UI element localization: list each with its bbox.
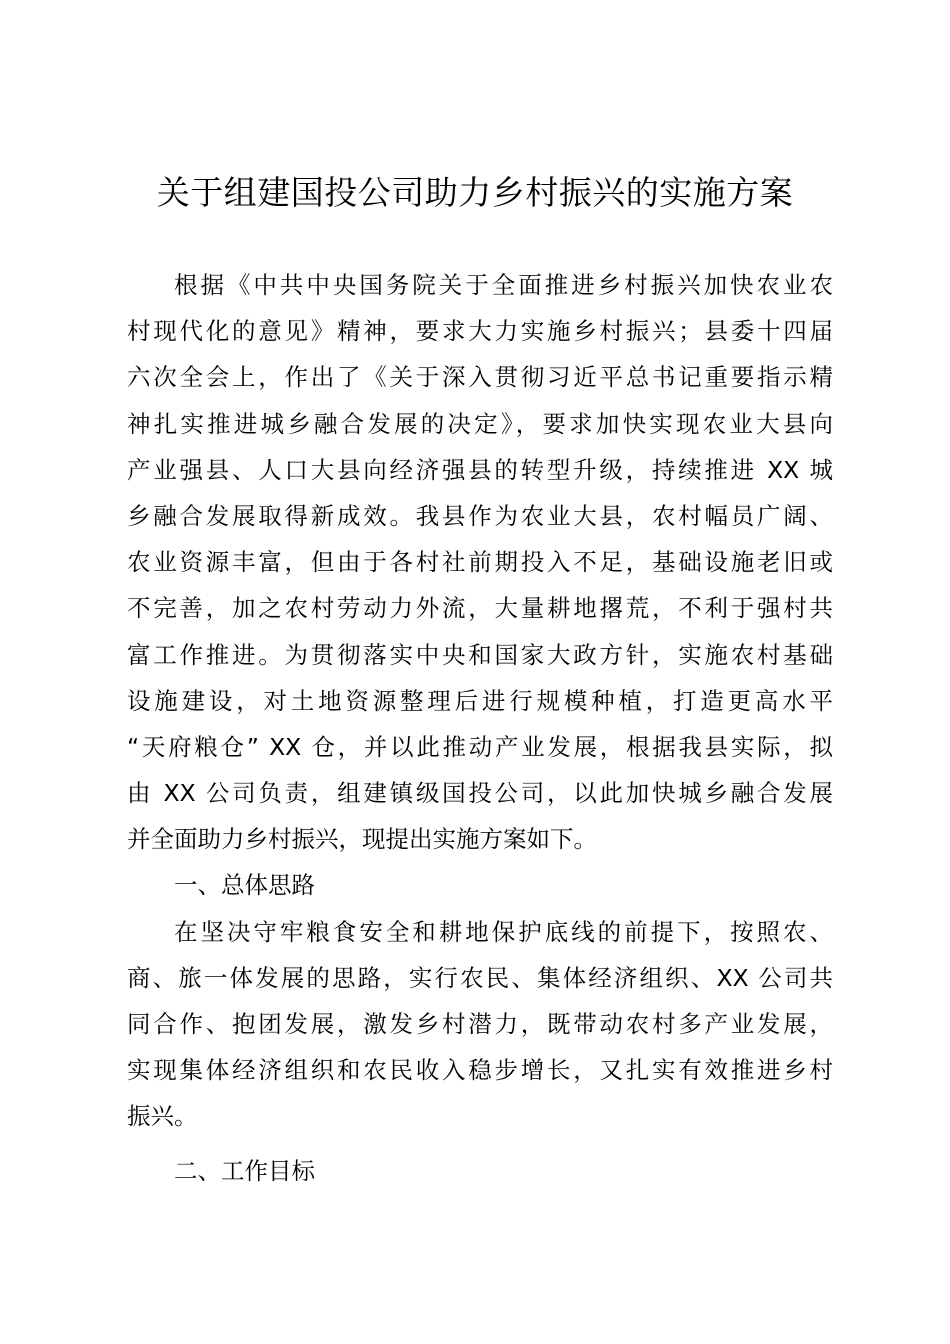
paragraph-line: 乡融合发展取得新成效。我县作为农业大县，农村幅员广阔、: [127, 501, 833, 530]
paragraph-line: 由 XX 公司负责，组建镇级国投公司，以此加快城乡融合发展: [127, 779, 833, 808]
paragraph-line: 富工作推进。为贯彻落实中央和国家大政方针，实施农村基础: [127, 640, 833, 669]
paragraph-line: 不完善，加之农村劳动力外流，大量耕地撂荒，不利于强村共: [127, 594, 833, 623]
intro-paragraph: [127, 262, 833, 862]
paragraph-line: 振兴。: [127, 1102, 198, 1131]
paragraph-line: 同合作、抱团发展，激发乡村潜力，既带动农村多产业发展，: [127, 1010, 833, 1038]
paragraph-line: 并全面助力乡村振兴，现提出实施方案如下。: [127, 825, 597, 854]
paragraph-line: 设施建设，对土地资源整理后进行规模种植，打造更高水平: [127, 686, 833, 715]
document-title: 关于组建国投公司助力乡村振兴的实施方案: [156, 173, 794, 212]
document-body: [127, 262, 833, 1194]
paragraph-line: 根据《中共中央国务院关于全面推进乡村振兴加快农业农: [174, 271, 833, 299]
paragraph-line: 神扎实推进城乡融合发展的决定》，要求加快实现农业大县向: [127, 409, 833, 438]
paragraph-line: 农业资源丰富，但由于各村社前期投入不足，基础设施老旧或: [127, 548, 833, 577]
section-heading-overall-approach: 一、总体思路: [174, 871, 315, 900]
paragraph-line: 六次全会上，作出了《关于深入贯彻习近平总书记重要指示精: [127, 363, 833, 392]
paragraph-line: “天府粮仓” XX 仓，并以此推动产业发展，根据我县实际，拟: [127, 732, 833, 761]
paragraph-line: 实现集体经济组织和农民收入稳步增长，又扎实有效推进乡村: [127, 1056, 833, 1085]
paragraph-line: 村现代化的意见》精神，要求大力实施乡村振兴；县委十四届: [127, 317, 833, 346]
paragraph-line: 商、旅一体发展的思路，实行农民、集体经济组织、XX 公司共: [127, 963, 833, 992]
section1-paragraph: [127, 909, 833, 1140]
paragraph-line: 在坚决守牢粮食安全和耕地保护底线的前提下，按照农、: [174, 917, 833, 946]
section-heading-work-goals: 二、工作目标: [174, 1156, 315, 1185]
paragraph-line: 产业强县、人口大县向经济强县的转型升级，持续推进 XX 城: [127, 455, 833, 484]
